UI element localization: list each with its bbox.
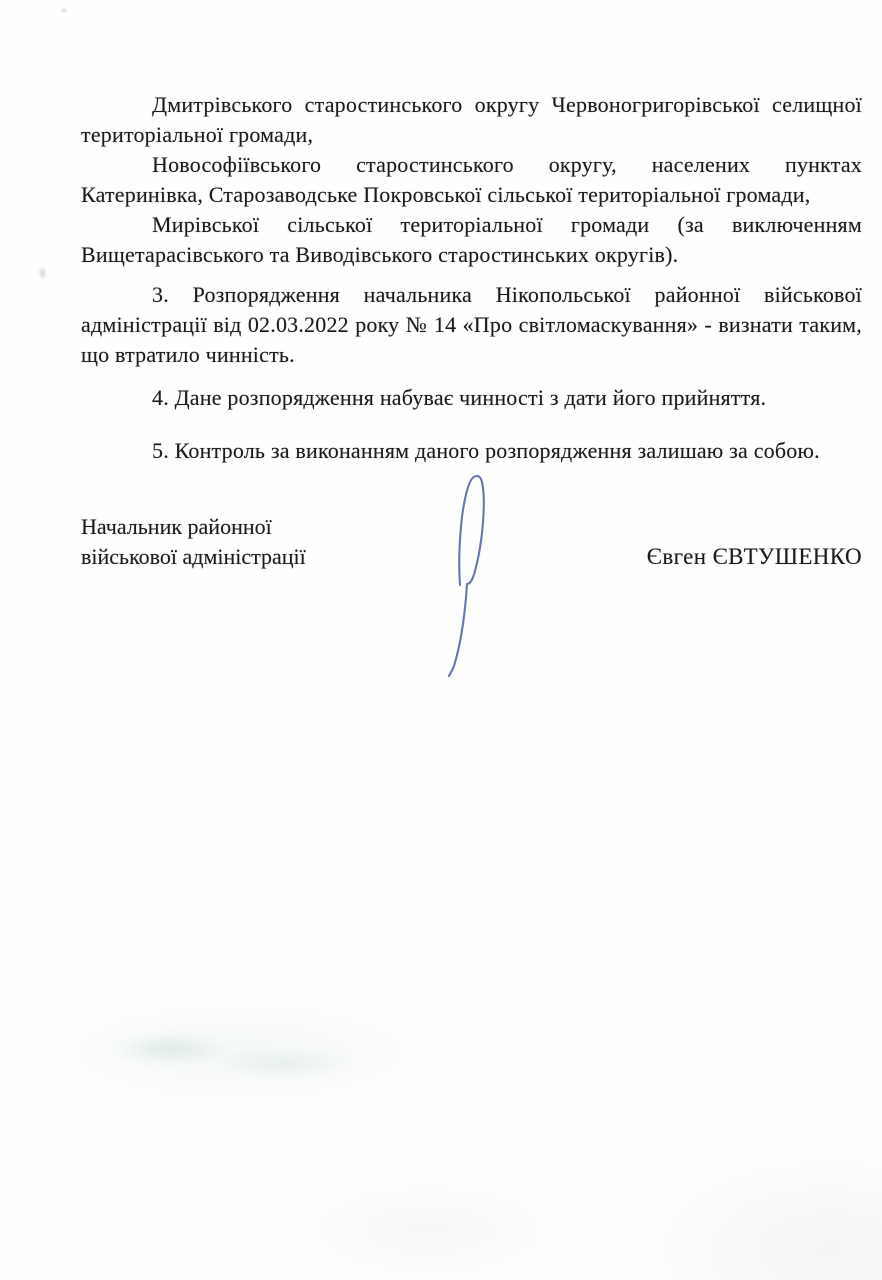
paper-smudge bbox=[210, 1048, 360, 1078]
signer-position bbox=[81, 512, 306, 572]
paper-speck bbox=[40, 268, 45, 278]
paragraph-novosofiivskyi-okrug: Новософіївського старостинського округу, населених пунктах Катеринівка, Старозаводське Покровської сільської територіальної громади, bbox=[81, 152, 862, 207]
paper-smudge bbox=[110, 1032, 230, 1066]
order-item-5: 5. Контроль за виконанням даного розпорядження залишаю за собою. bbox=[152, 438, 820, 463]
document-body bbox=[81, 90, 862, 466]
paragraph-dmytrivskyi-okrug: Дмитрівського старостинського округу Червоногригорівської селищної територіальної громади, bbox=[81, 92, 862, 147]
order-item-4: 4. Дане розпорядження набуває чинності з дати його прийняття. bbox=[152, 385, 767, 410]
paragraph-myrivska-hromada: Мирівської сільської територіальної громади (за виключенням Вищетарасівського та Виводівського старостинських округів). bbox=[81, 212, 862, 267]
signer-position-line1: Начальник районної bbox=[81, 514, 272, 539]
signer-name: Євген ЄВТУШЕНКО bbox=[646, 544, 862, 569]
signer-position-line2: військової адміністрації bbox=[81, 544, 306, 569]
handwritten-signature-ink bbox=[438, 468, 510, 686]
order-item-3: 3. Розпорядження начальника Нікопольської районної військової адміністрації від 02.03.2022 року № 14 «Про світломаскування» - визнати таким, що втратило чинність. bbox=[81, 282, 862, 367]
paper-speck bbox=[62, 9, 66, 12]
